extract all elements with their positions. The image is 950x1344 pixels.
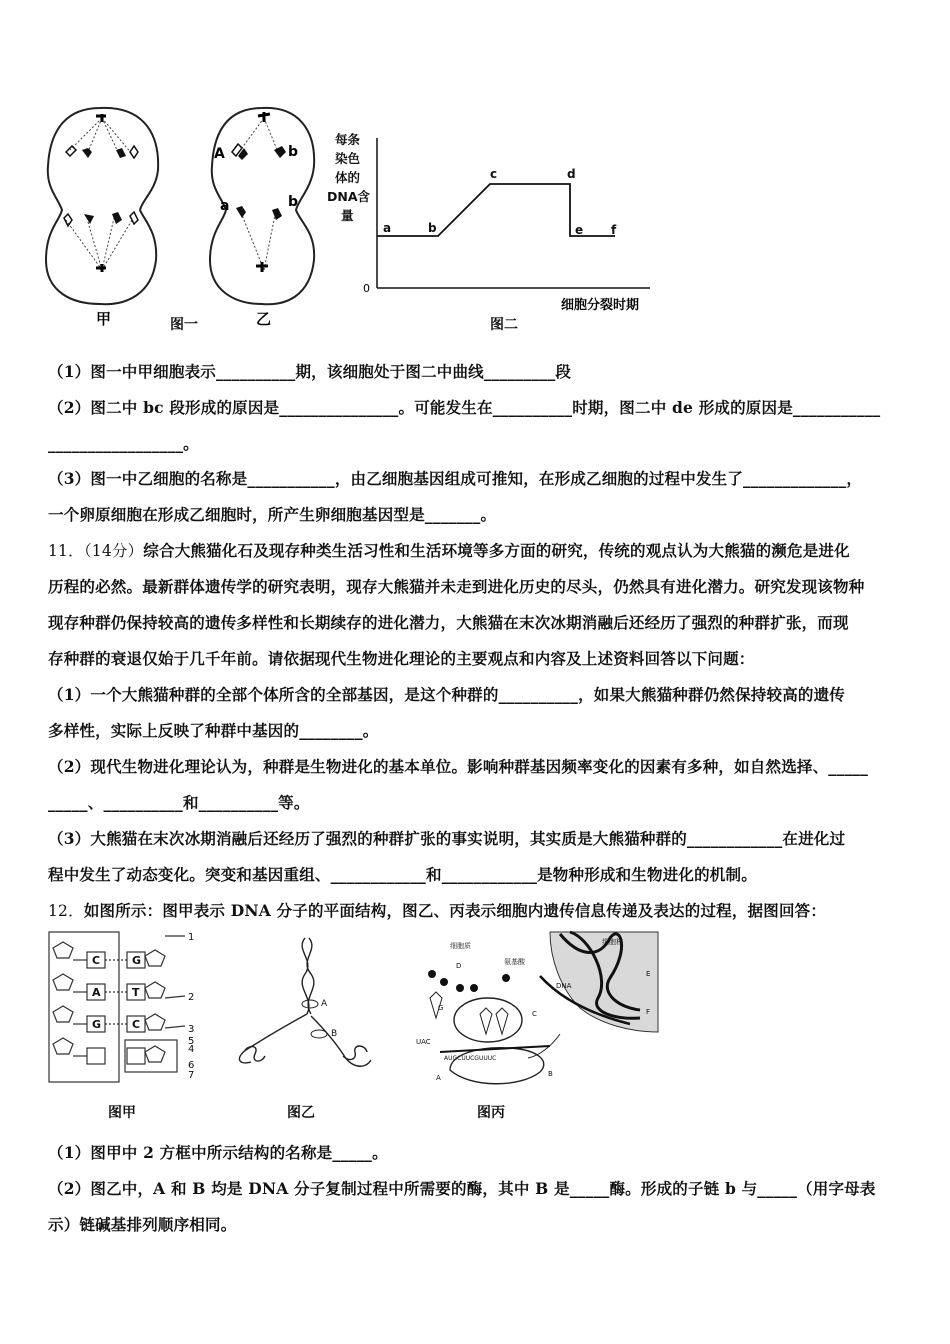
gene-label-b-top: b	[288, 144, 299, 160]
enzyme-A-label: A	[321, 999, 328, 1009]
ylabel-line5: 量	[341, 208, 354, 223]
figure2-graph	[325, 128, 670, 318]
q11-line9: （3）大熊猫在末次冰期消融后还经历了强烈的种群扩张的事实说明，其实质是大熊猫种群的____________在进化过	[48, 829, 846, 848]
q11-line6: 多样性，实际上反映了种群中基因的________。	[48, 721, 379, 740]
cell-yi-label: 乙	[256, 310, 272, 328]
base-left-2: A	[92, 986, 101, 999]
struct-num-1: 1	[188, 932, 195, 943]
mrna-sequence: AUGCUUCGUUUC	[444, 1055, 497, 1062]
ylabel-line4: DNA含	[327, 189, 371, 204]
x-axis-label: 细胞分裂时期	[561, 298, 640, 313]
nucleus-label: 细胞核	[602, 938, 623, 946]
q11-line5: （1）一个大熊猫种群的全部个体所含的全部基因，是这个种群的__________，如果大熊猫种群仍然保持较高的遗传	[48, 685, 845, 704]
q11-line10: 程中发生了动态变化。突变和基因重组、____________和____________是物种形成和生物进化的机制。	[48, 865, 757, 884]
ylabel-line2: 染色	[335, 151, 361, 166]
label-A: A	[436, 1074, 441, 1082]
figure-jia-dna	[45, 928, 205, 1088]
base-right-2: T	[132, 986, 140, 999]
figure-bing-expression	[410, 928, 660, 1098]
figure1-cells	[40, 100, 340, 340]
label-C: C	[532, 1010, 537, 1018]
origin-label: 0	[363, 282, 370, 295]
cell-jia-label: 甲	[96, 310, 112, 328]
codon-label: UAC	[416, 1038, 431, 1046]
figure-jia-caption: 图甲	[108, 1105, 136, 1121]
figure-yi-replication	[225, 930, 385, 1090]
label-E: E	[646, 970, 651, 978]
q11-line7: （2）现代生物进化理论认为，种群是生物进化的基本单位。影响种群基因频率变化的因素有多种，如自然选择、_____	[48, 757, 869, 776]
q11-line8: _____、__________和__________等。	[48, 793, 310, 812]
struct-num-5: 5	[188, 1036, 195, 1047]
q12-line1-text: 如图所示：图甲表示 DNA 分子的平面结构，图乙、丙表示细胞内遗传信息传递及表达的过程，据图回答：	[83, 901, 827, 920]
cytoplasm-label: 细胞质	[450, 942, 471, 950]
struct-num-2: 2	[188, 992, 195, 1003]
figure2-caption: 图二	[490, 317, 518, 333]
base-left-1: C	[92, 954, 101, 967]
label-D: D	[456, 962, 462, 970]
q12-number: 12．	[48, 902, 84, 920]
q11-number: 11．（14分）	[48, 542, 144, 560]
q10-line2: （2）图二中 bc 段形成的原因是_______________。可能发生在__________时期，图二中 de 形成的原因是___________	[48, 398, 881, 417]
gene-label-A: A	[214, 146, 225, 162]
struct-num-7: 7	[188, 1070, 195, 1081]
base-right-3: C	[132, 1018, 141, 1031]
gene-label-b-bottom: b	[288, 194, 299, 210]
point-f: f	[611, 223, 617, 237]
ylabel-line3: 体的	[335, 170, 361, 185]
cell-jia-outline	[46, 108, 158, 304]
q12-line2: （1）图甲中 2 方框中所示结构的名称是_____。	[48, 1143, 388, 1162]
struct-num-4: 4	[188, 1044, 195, 1055]
point-e: e	[575, 223, 584, 237]
amino-acid-label: 氨基酸	[504, 958, 525, 966]
base-left-3: G	[92, 1018, 102, 1031]
label-B: B	[548, 1070, 553, 1078]
point-a: a	[383, 221, 392, 235]
q11-line4: 存种群的衰退仅始于几千年前。请依据现代生物进化理论的主要观点和内容及上述资料回答以下问题：	[48, 649, 755, 668]
figure-yi-caption: 图乙	[287, 1105, 315, 1121]
ylabel-line1: 每条	[335, 132, 361, 147]
q11-line3: 现存种群仍保持较高的遗传多样性和长期续存的进化潜力，大熊猫在末次冰期消融后还经历了强烈的种群扩张，而现	[48, 613, 849, 632]
figure1-caption: 图一	[170, 317, 198, 333]
label-F: F	[646, 1008, 651, 1016]
point-d: d	[567, 167, 576, 181]
struct-num-6: 6	[188, 1060, 195, 1071]
figure-bing-caption: 图丙	[477, 1105, 505, 1121]
label-G: G	[438, 1004, 444, 1012]
q11-line2: 历程的必然。最新群体遗传学的研究表明，现存大熊猫并未走到进化历史的尽头，仍然具有进化潜力。研究发现该物种	[48, 577, 865, 596]
base-right-1: G	[132, 954, 142, 967]
point-b: b	[428, 221, 437, 235]
q11-line1-text: 综合大熊猫化石及现存种类生活习性和生活环境等多方面的研究，传统的观点认为大熊猫的濒危是进化	[143, 541, 850, 560]
label-DNA: DNA	[556, 982, 572, 990]
q10-line3: _________________。	[48, 434, 199, 453]
q10-line4: （3）图一中乙细胞的名称是___________，由乙细胞基因组成可推知，在形成乙细胞的过程中发生了_____________，	[48, 469, 863, 488]
q10-line5: 一个卵原细胞在形成乙细胞时，所产生卵细胞基因型是_______。	[48, 505, 497, 524]
struct-num-3: 3	[188, 1024, 195, 1035]
q12-line3: （2）图乙中，A 和 B 均是 DNA 分子复制过程中所需要的酶，其中 B 是_____酶。形成的子链 b 与_____（用字母表	[48, 1179, 876, 1198]
point-c: c	[490, 167, 498, 181]
q11-line1	[48, 539, 850, 561]
enzyme-B-label: B	[331, 1029, 338, 1039]
gene-label-a: a	[220, 198, 230, 214]
q12-line4: 示）链碱基排列顺序相同。	[48, 1215, 237, 1234]
q12-line1	[48, 899, 826, 921]
q10-line1: （1）图一中甲细胞表示__________期，该细胞处于图二中曲线_________段	[48, 362, 572, 381]
